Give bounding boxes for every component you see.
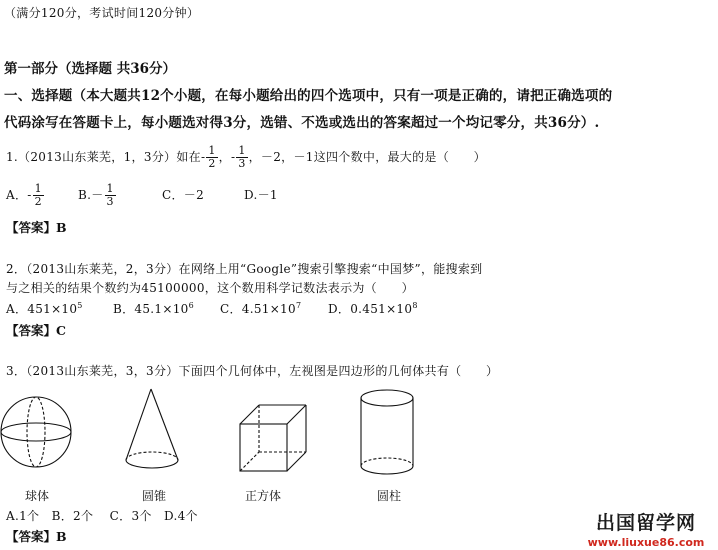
- cube-label: 正方体: [245, 489, 282, 503]
- watermark: [580, 508, 712, 549]
- question-2-option-d: D．$0.451\times 10^8$: [328, 301, 418, 316]
- question-1-option-d: D.－1: [244, 188, 278, 202]
- fraction-1-2: $\frac{1}{2}$: [208, 144, 216, 170]
- geometry-figures: [0, 382, 460, 482]
- question-2-option-a: A．$451\times 10^5$: [6, 301, 83, 316]
- question-2-answer: 【答案】C: [6, 323, 66, 338]
- question-1-option-c: C．－2: [162, 188, 205, 202]
- question-2-stem-line1: 2．（2013山东莱芜，2，3分）在网络上用“Google”搜索引擎搜索“中国梦”，能搜索到: [6, 262, 483, 276]
- cylinder-label: 圆柱: [377, 489, 402, 503]
- question-1-option-a: A．- $\frac{1}{2}$: [6, 182, 42, 208]
- question-1-option-b: B.－ $\frac{1}{3}$: [78, 182, 114, 208]
- section-instructions-line1: 一、选择题（本大题共12个小题，在每小题给出的四个选项中，只有一项是正确的，请把正确选项的: [4, 88, 613, 104]
- cone-figure: [126, 389, 178, 468]
- question-3-stem: 3．（2013山东莱芜，3，3分）下面四个几何体中，左视图是四边形的几何体共有（ ）: [6, 364, 499, 378]
- question-2-option-b: B．$45.1\times 10^6$: [113, 301, 194, 316]
- question-2-option-c: C．$4.51\times 10^7$: [220, 301, 302, 316]
- sphere-label: 球体: [25, 489, 50, 503]
- question-3-answer: 【答案】B: [6, 529, 67, 544]
- sphere-figure: [1, 397, 71, 467]
- part-title: 第一部分（选择题 共36分）: [4, 61, 176, 77]
- question-2-stem-line2: 与之相关的结果个数约为45100000，这个数用科学记数法表示为（ ）: [6, 281, 414, 295]
- cube-figure: [240, 405, 306, 471]
- score-time-note: （满分120分，考试时间120分钟）: [4, 6, 200, 20]
- question-1-answer: 【答案】B: [6, 220, 67, 235]
- section-instructions-line2: 代码涂写在答题卡上，每小题选对得3分，选错、不选或选出的答案超过一个均记零分，共36分）.: [4, 115, 600, 131]
- question-3-options: A.1个 B．2个 C．3个 D.4个: [6, 509, 198, 523]
- watermark-url: www.liuxue86.com: [587, 536, 705, 549]
- watermark-title: 出国留学网: [595, 512, 696, 534]
- question-1-stem: 1.（2013山东莱芜，1，3分）如在- $\frac{1}{2}$ ，- $\frac{1}{3}$ ，－2，－1这四个数中，最大的是（ ）: [6, 144, 486, 170]
- cone-label: 圆锥: [142, 489, 167, 503]
- fraction-1-3: $\frac{1}{3}$: [238, 144, 246, 170]
- cylinder-figure: [361, 390, 413, 474]
